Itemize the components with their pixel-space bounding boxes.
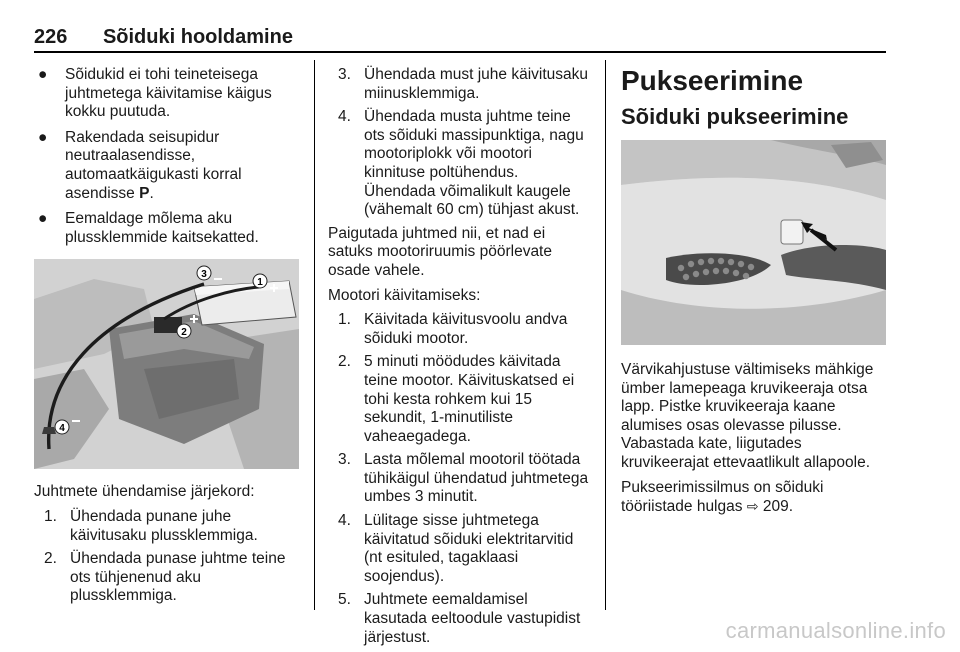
bullet-dot: ●	[38, 128, 48, 146]
page-number: 226	[34, 26, 68, 48]
column-divider-2	[605, 60, 606, 610]
engine-start-intro: Mootori käivitamiseks:	[328, 286, 481, 304]
bullet-item: ● Eemaldage mõlema aku plussklemmide kaitsekatted.	[38, 210, 259, 246]
column-2	[328, 66, 593, 652]
figure-label-1: 1	[257, 277, 263, 289]
list-item: 5. Juhtmete eemaldamisel kasutada eeltoodule vastupidist järjestust.	[338, 591, 581, 646]
bullet-item: ● Sõidukid ei tohi teineteisega juhtmetega käivitamise käigus kokku puutuda.	[38, 66, 272, 121]
cover-removal-paragraph: Värvikahjustuse vältimiseks mähkige ümber lamepeaga kruvikeeraja otsa lapp. Pistke kruvikeeraja kaane alumises osas olevasse pilusse. Vabastada kate, liigutades kruvikeerajat ettevaatlikult allapoole.	[621, 361, 874, 471]
towing-eye-cover-figure	[621, 140, 886, 345]
section-title: Sõiduki hooldamine	[102, 26, 293, 48]
column-divider-1	[314, 60, 315, 610]
cable-routing-paragraph: Paigutada juhtmed nii, et nad ei satuks mootoriruumis pöörlevate osade vahele.	[328, 224, 552, 279]
subsection-heading: Sõiduki pukseerimine	[621, 104, 849, 129]
engine-bay-illustration	[34, 259, 299, 469]
towing-eye-location-paragraph: Pukseerimissilmus on sõiduki tööriistade hulgas ⇨ 209.	[621, 478, 824, 516]
section-heading: Pukseerimine	[621, 65, 804, 96]
connection-order-intro: Juhtmete ühendamise järjekord:	[34, 483, 255, 501]
header-rule	[34, 51, 886, 53]
bullet-dot: ●	[38, 66, 48, 83]
watermark: carmanualsonline.info	[725, 618, 946, 643]
list-item: 3. Lasta mõlemal mootoril töötada tühikäigul ühendatud juhtmetega umbes 3 minutit.	[338, 451, 589, 506]
list-item: 2. Ühendada punase juhtme teine ots tühjenenud aku plussklemmiga.	[44, 550, 286, 605]
list-item: 3. Ühendada must juhe käivitusaku miinusklemmiga.	[338, 66, 589, 102]
column-1	[34, 66, 299, 611]
page-header	[34, 26, 293, 49]
bullet-item: ● Rakendada seisupidur neutraalasendisse, automaatkäigukasti korral asendisse P.	[38, 128, 242, 202]
front-bumper-illustration	[621, 140, 886, 345]
list-item: 4. Ühendada musta juhtme teine ots sõiduki massipunktiga, nagu mootoriplokk või mootori kinnituse poltühendus. Ühendada võimalikult kaugele (vähemalt 60 cm) tühjast akust.	[338, 108, 584, 219]
figure-label-2: 2	[181, 327, 187, 339]
list-item: 2. 5 minuti möödudes käivitada teine mootor. Käivituskatsed ei tohi kesta rohkem kui 15 sekundit, 1-minutiliste vaheaegadega.	[338, 353, 575, 445]
list-item: 4. Lülitage sisse juhtmetega käivitatud sõiduki elektritarvitid (nt esituled, tagaklaasi soojendus).	[338, 512, 574, 585]
column-3	[621, 64, 889, 523]
list-item: 1. Käivitada käivitusvoolu andva sõiduki mootor.	[338, 311, 568, 347]
bullet-dot: ●	[38, 210, 48, 228]
figure-label-3: 3	[201, 269, 207, 281]
figure-label-4: 4	[59, 423, 65, 435]
page-reference-link[interactable]: 209.	[762, 498, 794, 516]
list-item: 1. Ühendada punane juhe käivitusaku plussklemmiga.	[44, 507, 258, 544]
page-reference-icon: ⇨	[746, 498, 759, 515]
jump-start-figure	[34, 259, 299, 469]
